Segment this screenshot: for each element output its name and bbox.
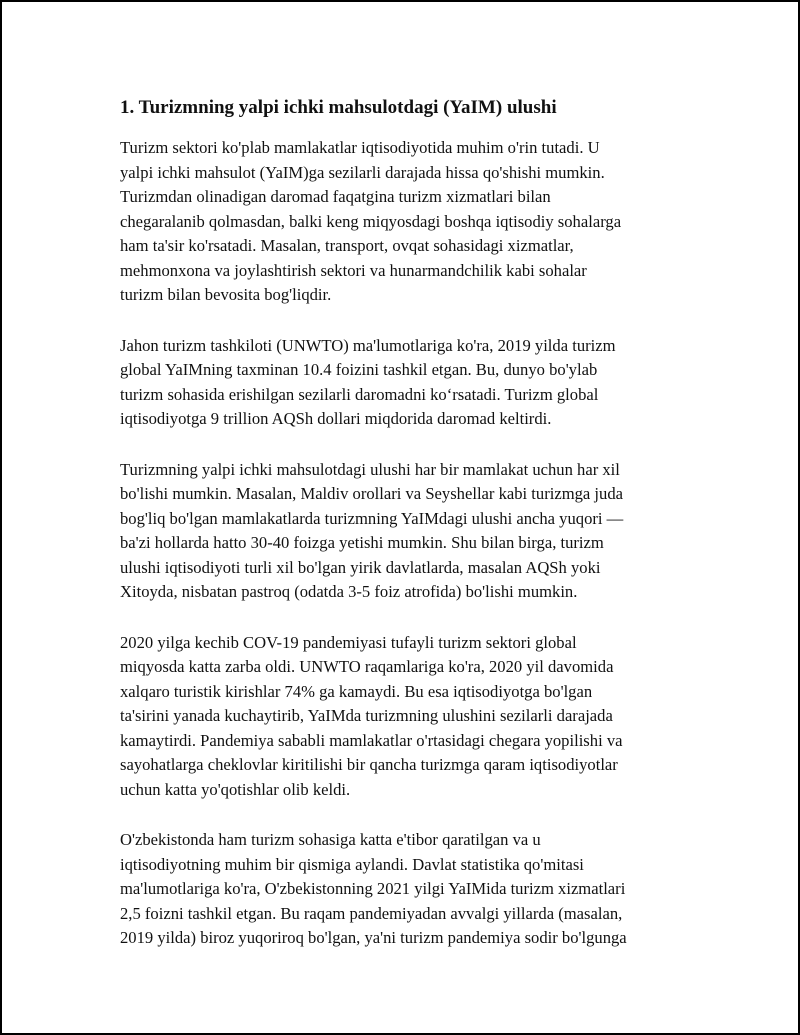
paragraph-line: mehmonxona va joylashtirish sektori va hunarmandchilik kabi sohalar: [120, 260, 587, 280]
paragraph-line: turizm bilan bevosita bog'liqdir.: [120, 285, 332, 304]
paragraph-line: ma'lumotlariga ko'ra, O'zbekistonning 2021 yilgi YaIMida turizm xizmatlari: [120, 879, 626, 898]
paragraph-line: bog'liq bo'lgan mamlakatlarda turizmning YaIMdagi ulushi ancha yuqori —: [120, 508, 624, 528]
paragraph-line: uchun katta yo'qotishlar olib keldi.: [120, 779, 351, 799]
paragraph-line: Turizm sektori ko'plab mamlakatlar iqtisodiyotida muhim o'rin tutadi. U: [120, 138, 600, 157]
paragraph-line: bo'lishi mumkin. Masalan, Maldiv orollari va Seyshellar kabi turizmga juda: [120, 484, 624, 503]
paragraph: [120, 631, 690, 803]
section-heading: 1. Turizmning yalpi ichki mahsulotdagi (YaIM) ulushi: [120, 97, 557, 118]
paragraph-line: 2019 yilda) biroz yuqoriroq bo'lgan, ya'ni turizm pandemiya sodir bo'lgunga: [120, 928, 627, 947]
paragraph: [120, 458, 690, 605]
paragraph-line: ba'zi hollarda hatto 30-40 foizga yetishi mumkin. Shu bilan birga, turizm: [120, 533, 604, 552]
paragraph-line: kamaytirdi. Pandemiya sababli mamlakatlar o'rtasidagi chegara yopilishi va: [120, 730, 623, 750]
paragraph-line: 2020 yilga kechib COV-19 pandemiyasi tufayli turizm sektori global: [120, 632, 577, 652]
paragraph-line: ham ta'sir ko'rsatadi. Masalan, transport, ovqat sohasidagi xizmatlar,: [120, 236, 574, 255]
paragraph-line: iqtisodiyotning muhim bir qismiga aylandi. Davlat statistika qo'mitasi: [120, 854, 584, 874]
paragraph: [120, 828, 690, 951]
paragraph: [120, 136, 690, 308]
paragraph-line: yalpi ichki mahsulot (YaIM)ga sezilarli darajada hissa qo'shishi mumkin.: [120, 162, 605, 182]
paragraph-line: O'zbekistonda ham turizm sohasiga katta e'tibor qaratilgan va u: [120, 830, 541, 849]
paragraph-line: sayohatlarga cheklovlar kiritilishi bir qancha turizmga qaram iqtisodiyotlar: [120, 755, 618, 774]
paragraph-list: [120, 136, 690, 951]
paragraph-line: Xitoyda, nisbatan pastroq (odatda 3-5 foiz atrofida) bo'lishi mumkin.: [120, 582, 578, 601]
paragraph-line: chegaralanib qolmasdan, balki keng miqyosdagi boshqa iqtisodiy sohalarga: [120, 211, 622, 231]
paragraph-line: ulushi iqtisodiyoti turli xil bo'lgan yirik davlatlarda, masalan AQSh yoki: [120, 557, 601, 577]
paragraph-line: Jahon turizm tashkiloti (UNWTO) ma'lumotlariga ko'ra, 2019 yilda turizm: [120, 335, 616, 355]
paragraph-line: Turizmning yalpi ichki mahsulotdagi ulushi har bir mamlakat uchun har xil: [120, 459, 620, 479]
paragraph-line: 2,5 foizni tashkil etgan. Bu raqam pandemiyadan avvalgi yillarda (masalan,: [120, 903, 623, 923]
paragraph-line: Turizmdan olinadigan daromad faqatgina turizm xizmatlari bilan: [120, 187, 551, 206]
paragraph-line: global YaIMning taxminan 10.4 foizini tashkil etgan. Bu, dunyo bo'ylab: [120, 360, 598, 379]
paragraph-line: xalqaro turistik kirishlar 74% ga kamaydi. Bu esa iqtisodiyotga bo'lgan: [120, 681, 593, 701]
paragraph-line: iqtisodiyotga 9 trillion AQSh dollari miqdorida daromad keltirdi.: [120, 409, 552, 428]
paragraph-line: miqyosda katta zarba oldi. UNWTO raqamlariga ko'ra, 2020 yil davomida: [120, 657, 614, 676]
paragraph: [120, 334, 690, 432]
document-body: [120, 94, 690, 977]
paragraph-line: ta'sirini yanada kuchaytirib, YaIMda turizmning ulushini sezilarli darajada: [120, 706, 613, 725]
paragraph-line: turizm sohasida erishilgan sezilarli daromadni ko‘rsatadi. Turizm global: [120, 384, 599, 404]
